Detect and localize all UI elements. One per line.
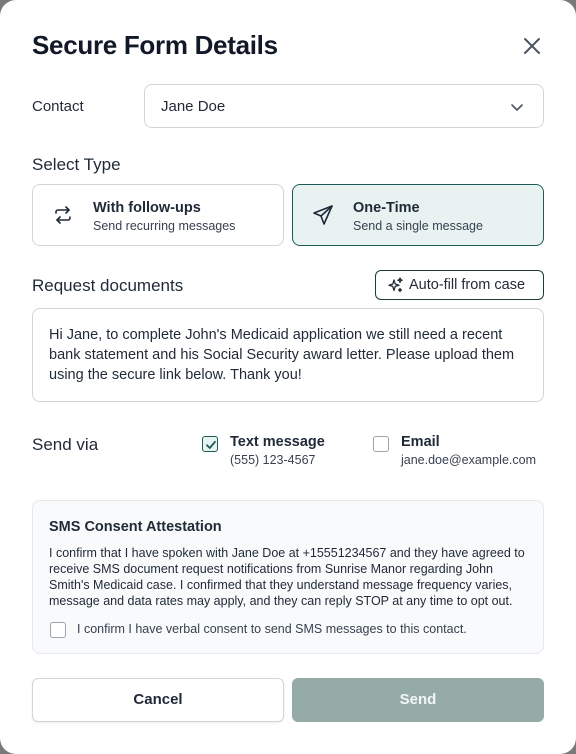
send-button[interactable]: Send (292, 678, 544, 722)
email-title: Email (401, 434, 440, 450)
contact-value: Jane Doe (161, 98, 226, 115)
email-address: jane.doe@example.com (401, 453, 536, 467)
type-option-subtitle: Send recurring messages (93, 219, 236, 233)
request-documents-label: Request documents (32, 276, 184, 295)
contact-label: Contact (32, 98, 84, 115)
consent-checkbox[interactable] (50, 622, 66, 638)
auto-fill-label: Auto-fill from case (409, 277, 526, 293)
consent-heading: SMS Consent Attestation (49, 519, 222, 535)
consent-body: I confirm that I have spoken with Jane Doe at +15551234567 and they have agreed to receive SMS document request notifications from Sunrise Manor regarding John Smith's Medicaid case. I confirmed that they understand message frequency varies, message and data rates may apply, and they can reply STOP at any time to opt out. (49, 546, 525, 608)
select-type-label: Select Type (32, 155, 121, 174)
email-checkbox[interactable] (373, 436, 389, 452)
type-option-title: With follow-ups (93, 200, 201, 216)
text-message-title: Text message (230, 434, 325, 450)
send-icon (312, 204, 334, 226)
phone-number: (555) 123-4567 (230, 453, 316, 467)
type-option-subtitle: Send a single message (353, 219, 483, 233)
type-option-follow-ups[interactable] (32, 184, 284, 246)
close-icon[interactable] (520, 34, 544, 58)
sparkles-icon (387, 277, 404, 294)
type-option-one-time[interactable] (292, 184, 544, 246)
message-textarea[interactable]: Hi Jane, to complete John's Medicaid application we still need a recent bank statement and his Social Security award letter. Please upload them using the secure link below. Thank you! (32, 308, 544, 402)
modal-title: Secure Form Details (32, 30, 278, 60)
auto-fill-button[interactable] (375, 270, 544, 300)
text-message-checkbox[interactable] (202, 436, 218, 452)
repeat-icon (52, 204, 74, 226)
chevron-down-icon (509, 99, 525, 115)
send-via-label: Send via (32, 435, 99, 454)
sms-consent-panel (32, 500, 544, 654)
type-option-title: One-Time (353, 200, 420, 216)
consent-checkbox-label: I confirm I have verbal consent to send SMS messages to this contact. (77, 622, 467, 636)
contact-select[interactable] (144, 84, 544, 128)
cancel-button[interactable]: Cancel (32, 678, 284, 722)
